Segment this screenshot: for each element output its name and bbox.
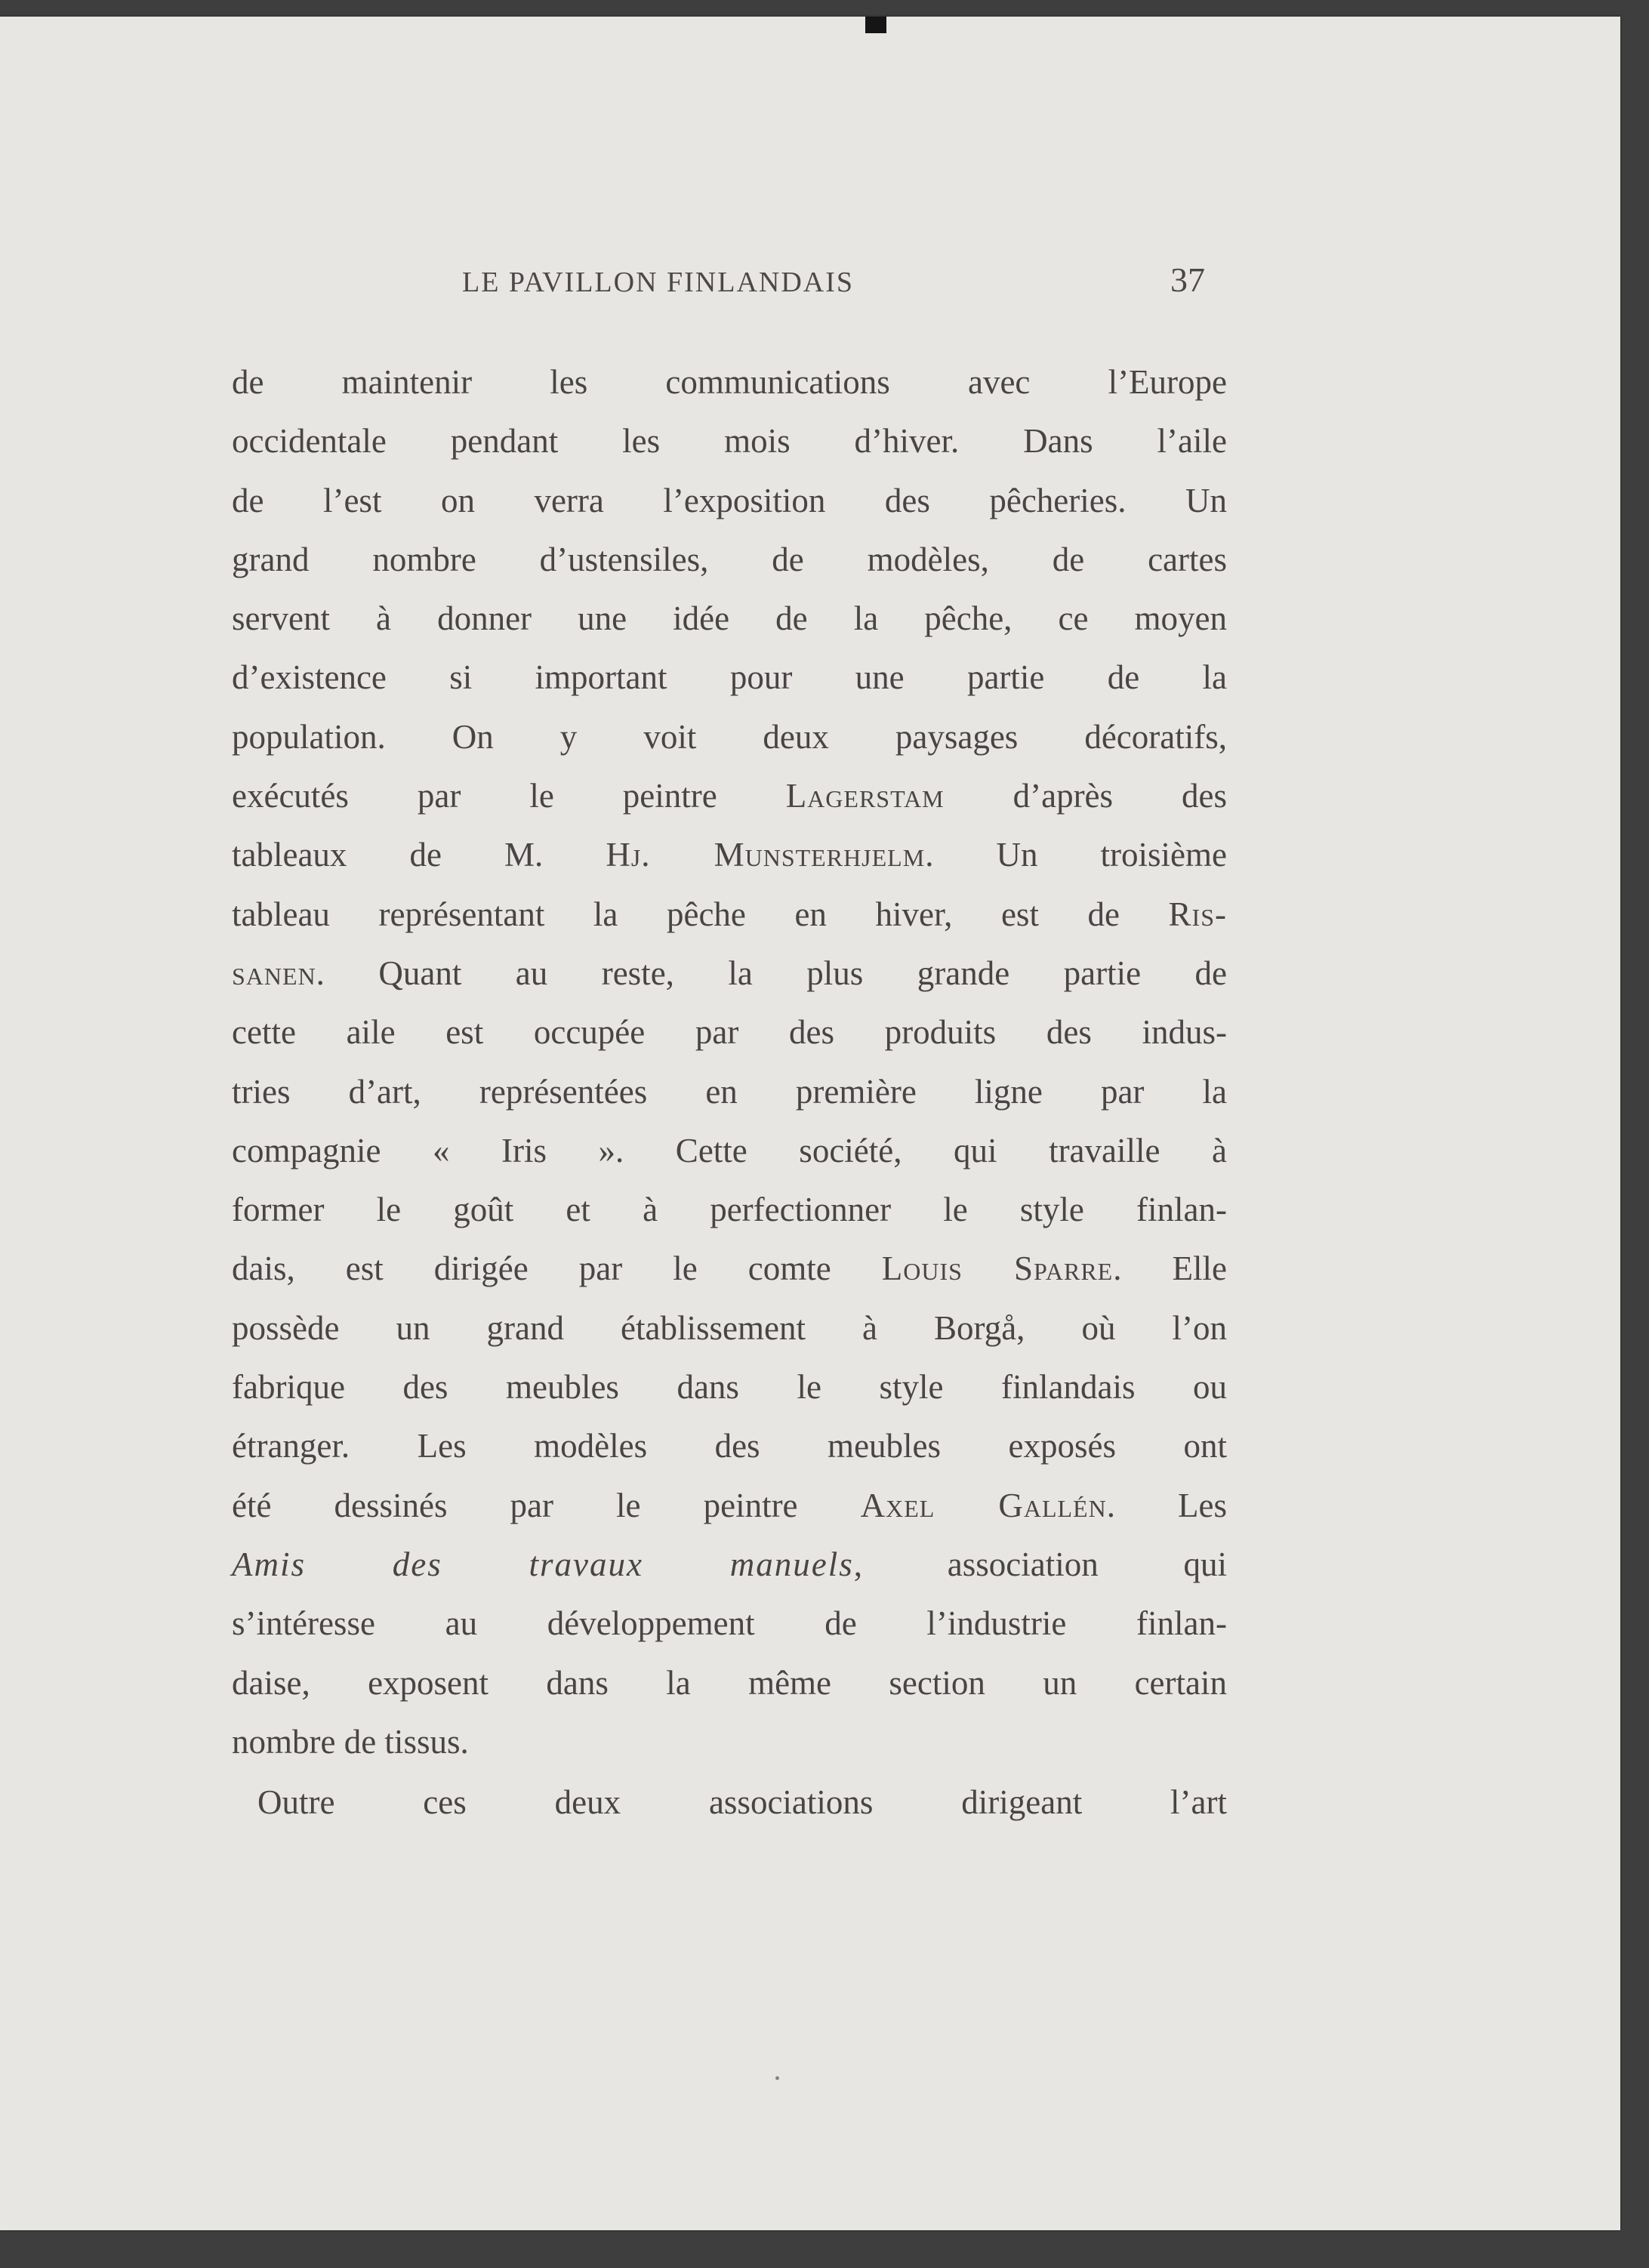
text-segment: dais, est dirigée par le comte [232,1250,882,1288]
text-segment: d’existence si important pour une partie de la [232,658,1227,697]
italic-title: Amis des travaux manuels [232,1545,854,1583]
page-number: 37 [1170,260,1205,299]
text-line [232,1416,1227,1475]
text-line [232,1003,1227,1062]
proper-name: sanen [232,954,316,992]
text-segment: exécutés par le peintre [232,777,786,815]
running-title: LE PAVILLON FINLANDAIS [462,267,855,298]
text-segment: de l’est on verra l’exposition des pêcheries. Un [232,481,1227,519]
binding-tab [865,17,886,33]
text-segment: daise, exposent dans la même section un certain [232,1663,1227,1702]
text-segment: s’intéresse au développement de l’industrie finlan- [232,1604,1227,1643]
text-line [232,1712,1227,1771]
text-line [232,944,1227,1003]
text-segment: compagnie « Iris ». Cette société, qui travaille à [232,1131,1227,1169]
text-line [232,1299,1227,1357]
text-line [232,1180,1227,1239]
text-segment: cette aile est occupée par des produits des indus- [232,1013,1227,1052]
text-line [232,707,1227,766]
proper-name: Axel Gallén [860,1486,1107,1524]
text-line [232,1594,1227,1653]
text-segment: tableaux de M. [232,836,606,874]
text-segment: occidentale pendant les mois d’hiver. Dans l’aile [232,422,1227,461]
text-segment: possède un grand établissement à Borgå, où l’on [232,1308,1227,1347]
text-line [232,353,1227,411]
text-segment: nombre de tissus. [232,1722,469,1761]
text-line [232,1773,1227,1832]
text-segment: de maintenir les communications avec l’Europe [232,363,1227,401]
text-segment: . Elle [1113,1250,1227,1288]
text-line [232,1476,1227,1535]
text-segment: . Quant au reste, la plus grande partie de [316,954,1227,992]
proper-name: Hj. Munsterhjelm [606,836,926,874]
proper-name: Louis Sparre [881,1250,1114,1288]
text-segment: tableau représentant la pêche en hiver, est de [232,895,1169,933]
text-line [232,589,1227,648]
paper-speck [775,2076,779,2080]
text-segment: servent à donner une idée de la pêche, ce moyen [232,599,1227,638]
text-line [232,1653,1227,1712]
text-segment: , association qui [853,1545,1227,1583]
text-segment: été dessinés par le peintre [232,1486,861,1524]
book-page [0,17,1620,2230]
text-line [232,825,1227,884]
text-line [232,1357,1227,1416]
text-segment: grand nombre d’ustensiles, de modèles, de cartes [232,540,1227,578]
text-segment: fabrique des meubles dans le style finlandais ou [232,1368,1227,1407]
proper-name: Lagerstam [785,777,945,815]
text-line [232,1239,1227,1298]
text-segment: étranger. Les modèles des meubles exposés ont [232,1427,1227,1465]
text-line [232,411,1227,470]
text-line [232,648,1227,707]
body-text [232,353,1227,1832]
text-line [232,766,1227,825]
text-line [232,1121,1227,1180]
text-segment: population. On y voit deux paysages décoratifs, [232,717,1227,756]
text-line [232,1535,1227,1594]
text-line [232,885,1227,944]
text-segment: . Un troisième [925,836,1228,874]
text-segment: Outre ces deux associations dirigeant l’art [257,1783,1227,1822]
text-segment: d’après des [944,777,1228,815]
proper-name: Ris- [1168,895,1227,933]
text-line [232,530,1227,589]
text-line [232,1062,1227,1121]
text-segment: tries d’art, représentées en première ligne par la [232,1072,1227,1111]
text-segment: . Les [1106,1486,1227,1524]
text-line [232,471,1227,530]
text-segment: former le goût et à perfectionner le style finlan- [232,1191,1227,1229]
